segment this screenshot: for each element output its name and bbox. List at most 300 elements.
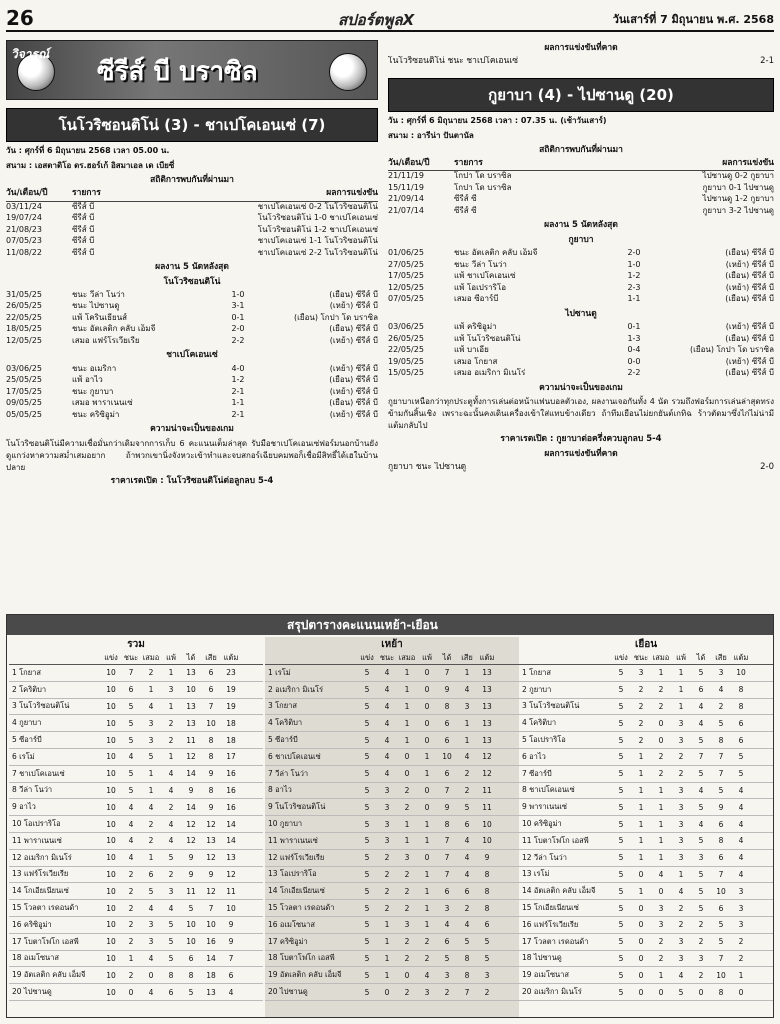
h2h-list	[388, 171, 774, 217]
stat-value: 4	[698, 819, 704, 829]
stat-value: 13	[482, 701, 492, 711]
stat-value: 3	[678, 802, 684, 812]
stat-value: 2	[424, 937, 430, 947]
standings-title: สรุปตารางคะแนนเหย้า-เยือน	[7, 615, 773, 635]
stat-value: 18	[226, 718, 236, 728]
prediction-row: กูยาบา ชนะ ไปซานดู 2-0	[388, 462, 774, 473]
stat-value: 2	[404, 987, 410, 997]
stat-value: 1	[424, 886, 430, 896]
form-date: 12/05/25	[6, 335, 42, 345]
stat-value: 4	[384, 668, 390, 678]
stat-value: 0	[638, 937, 644, 947]
standings-row	[519, 816, 773, 833]
stat-value: 2	[128, 869, 134, 879]
stat-value: 5	[698, 886, 704, 896]
stat-value: 12	[206, 819, 216, 829]
stat-value: 5	[738, 752, 744, 762]
form-date: 03/06/25	[388, 322, 424, 332]
team-name: 2 อเมริกา มิเนโร่	[268, 684, 324, 694]
stat-value: 5	[148, 886, 154, 896]
stat-value: 4	[148, 802, 154, 812]
stat-value: 7	[228, 953, 234, 963]
stat-value: 13	[482, 718, 492, 728]
stat-value: 1	[148, 685, 154, 695]
stat-value: 2	[148, 836, 154, 846]
header-col: แต้ม	[479, 652, 495, 662]
stat-value: 0	[404, 970, 410, 980]
stat-value: 5	[618, 785, 624, 795]
standings-row	[9, 967, 263, 984]
stat-value: 3	[484, 970, 490, 980]
stat-value: 5	[718, 937, 724, 947]
standings-row	[519, 749, 773, 766]
h2h-row	[6, 213, 378, 225]
stat-value: 8	[484, 903, 490, 913]
stat-value: 1	[148, 785, 154, 795]
stat-value: 2	[698, 970, 704, 980]
form-score: 0-0	[627, 356, 641, 366]
stat-value: 1	[678, 701, 684, 711]
form-row	[388, 294, 774, 306]
stat-value: 3	[404, 853, 410, 863]
team-name: 11 โบตาโฟโก เอสพี	[522, 835, 589, 845]
stat-value: 8	[484, 869, 490, 879]
stat-value: 4	[464, 853, 470, 863]
stat-value: 10	[716, 886, 726, 896]
stat-value: 10	[106, 769, 116, 779]
stat-value: 9	[444, 685, 450, 695]
team-name: 9 พาราเนนเซ่	[522, 802, 568, 812]
stat-value: 6	[444, 937, 450, 947]
team2-form-list	[6, 364, 378, 422]
stat-value: 2	[128, 920, 134, 930]
match-title: กูยาบา (4) - ไปซานดู (20)	[388, 78, 774, 112]
stat-value: 8	[444, 819, 450, 829]
stat-value: 2	[678, 752, 684, 762]
stat-value: 5	[364, 769, 370, 779]
stat-value: 2	[698, 920, 704, 930]
stat-value: 3	[384, 819, 390, 829]
stat-value: 11	[186, 886, 196, 896]
stat-value: 5	[618, 819, 624, 829]
team-name: 3 โกยาส	[268, 701, 297, 711]
stat-value: 6	[738, 718, 744, 728]
h2h-header: วัน/เดือน/ปี รายการ ผลการแข่งขัน	[388, 158, 774, 171]
opening-rate: ราคาเรตเปิด : โนโวริซอนติโน่ต่อลูกลบ 5-4	[110, 475, 274, 486]
prediction-title: ผลการแข่งขันที่คาด	[544, 43, 618, 53]
stat-value: 0	[638, 987, 644, 997]
standings-row	[265, 984, 519, 1001]
team-name: 6 ชาเปโคเอนเซ่	[268, 751, 321, 761]
stat-value: 5	[364, 752, 370, 762]
stat-value: 1	[424, 819, 430, 829]
form-score: 3-1	[231, 301, 245, 311]
standings-row	[519, 934, 773, 951]
stat-value: 1	[424, 836, 430, 846]
stat-value: 5	[698, 735, 704, 745]
form-row	[388, 248, 774, 260]
stat-value: 13	[482, 668, 492, 678]
stat-value: 5	[364, 903, 370, 913]
standings-row	[265, 900, 519, 917]
stat-value: 12	[482, 752, 492, 762]
stat-value: 0	[658, 987, 664, 997]
stat-value: 9	[718, 802, 724, 812]
stat-value: 18	[206, 970, 216, 980]
stat-value: 14	[186, 802, 196, 812]
stat-value: 2	[484, 987, 490, 997]
form-venue: (เยือน) ซีรีส์ บี	[329, 375, 378, 385]
h2h-competition: ซีรีส์ บี	[72, 236, 95, 246]
stat-value: 9	[228, 937, 234, 947]
header-col: เสีย	[461, 652, 473, 662]
form-match: เสมอ พาราเนนเซ่	[72, 398, 133, 408]
form-row	[6, 375, 378, 387]
stat-value: 4	[424, 970, 430, 980]
stat-value: 7	[718, 953, 724, 963]
stat-value: 0	[148, 970, 154, 980]
form-match: แพ้ โนโวริซอนติโน่	[454, 333, 521, 343]
h2h-competition: โกปา โด บราซิล	[454, 182, 512, 192]
h2h-competition: ซีรีส์ ซี	[454, 194, 477, 204]
stat-value: 10	[106, 701, 116, 711]
stat-value: 3	[444, 903, 450, 913]
h2h-date: 19/07/24	[6, 213, 42, 223]
team-name: 10 คริซิอูม่า	[522, 819, 562, 829]
stat-value: 0	[424, 718, 430, 728]
stat-value: 5	[484, 937, 490, 947]
stat-value: 5	[618, 685, 624, 695]
team-name: 19 อัตเลติก คลับ เอ็มจี	[12, 970, 86, 980]
standings-row	[265, 783, 519, 800]
team-name: 14 โกเอียเนียนเซ่	[12, 886, 69, 896]
stat-value: 4	[738, 869, 744, 879]
stat-value: 11	[482, 785, 492, 795]
stat-value: 23	[226, 668, 236, 678]
standings-row	[265, 699, 519, 716]
stat-value: 10	[226, 903, 236, 913]
stat-value: 2	[404, 869, 410, 879]
stat-value: 4	[384, 752, 390, 762]
stat-value: 16	[226, 769, 236, 779]
stat-value: 16	[226, 802, 236, 812]
form-venue: (เยือน) ซีรีส์ บี	[725, 294, 774, 304]
stat-value: 1	[404, 836, 410, 846]
h2h-row	[6, 225, 378, 237]
team-name: 12 วีล่า โนว่า	[522, 852, 567, 862]
stat-value: 5	[698, 802, 704, 812]
stat-value: 0	[384, 987, 390, 997]
team-name: 19 อเมโซนาส	[522, 970, 569, 980]
stat-value: 5	[128, 735, 134, 745]
standings-row	[519, 883, 773, 900]
stat-value: 1	[404, 668, 410, 678]
form-date: 05/05/25	[6, 409, 42, 419]
stat-value: 2	[168, 869, 174, 879]
form-date: 15/05/25	[388, 368, 424, 378]
form-score: 2-0	[231, 324, 245, 334]
stat-value: 5	[618, 937, 624, 947]
right-column	[388, 40, 774, 474]
stat-value: 3	[148, 735, 154, 745]
stat-value: 0	[638, 903, 644, 913]
standings-row	[519, 850, 773, 867]
stat-value: 6	[464, 819, 470, 829]
form-score: 0-1	[627, 322, 641, 332]
team-name: 16 คริซิอูม่า	[12, 919, 52, 929]
h2h-title: สถิติการพบกันที่ผ่านมา	[150, 174, 234, 185]
standings-row	[519, 984, 773, 1001]
stat-value: 9	[188, 869, 194, 879]
stat-value: 5	[364, 869, 370, 879]
stat-value: 7	[128, 668, 134, 678]
stat-value: 7	[444, 853, 450, 863]
standings-row	[519, 951, 773, 968]
stat-value: 5	[698, 903, 704, 913]
stat-value: 6	[444, 735, 450, 745]
stat-value: 2	[148, 819, 154, 829]
form-score: 1-3	[627, 333, 641, 343]
team-name: 13 แฟร์โรเวียเรีย	[12, 869, 69, 879]
team-name: 5 ซีอาร์บี	[12, 735, 42, 745]
standings-row	[9, 783, 263, 800]
header-col: แพ้	[676, 652, 686, 662]
standings-row	[519, 783, 773, 800]
team-name: 4 โคริติบา	[268, 718, 303, 728]
stat-value: 9	[188, 785, 194, 795]
h2h-competition: ซีรีส์ บี	[72, 201, 95, 211]
stat-value: 3	[698, 853, 704, 863]
stat-value: 2	[128, 903, 134, 913]
header-col: แข่ง	[614, 652, 628, 662]
stat-value: 19	[226, 685, 236, 695]
stat-value: 4	[464, 752, 470, 762]
form-date: 18/05/25	[6, 324, 42, 334]
stat-value: 1	[638, 886, 644, 896]
stat-value: 12	[482, 769, 492, 779]
stat-value: 3	[168, 685, 174, 695]
stat-value: 0	[638, 970, 644, 980]
stat-value: 3	[678, 953, 684, 963]
stat-value: 12	[206, 886, 216, 896]
team-name: 8 อาไว	[268, 785, 292, 795]
stat-value: 6	[484, 920, 490, 930]
stat-value: 0	[658, 718, 664, 728]
stat-value: 5	[364, 718, 370, 728]
match-stadium: สนาม : เอสตาดิโอ ดร.ฮอร์เก้ อิสมาเอล เด เบียซี่	[6, 160, 175, 170]
form-date: 17/05/25	[388, 271, 424, 281]
form-score: 4-0	[231, 363, 245, 373]
stat-value: 0	[424, 685, 430, 695]
stat-value: 5	[618, 701, 624, 711]
stat-value: 3	[678, 853, 684, 863]
stat-value: 0	[424, 701, 430, 711]
header-col: แข่ง	[104, 652, 118, 662]
standings-row	[519, 833, 773, 850]
stat-value: 10	[106, 668, 116, 678]
form-row	[388, 260, 774, 272]
prediction-row: โนโวริซอนติโน่ ชนะ ชาเปโคเอนเซ่ 2-1	[388, 56, 774, 67]
stat-value: 7	[208, 701, 214, 711]
stat-value: 4	[464, 920, 470, 930]
stat-value: 2	[404, 785, 410, 795]
stat-value: 5	[618, 886, 624, 896]
form-row	[6, 313, 378, 325]
standings-overall	[9, 637, 263, 1017]
stat-value: 2	[658, 701, 664, 711]
stat-value: 2	[658, 769, 664, 779]
stat-value: 4	[168, 903, 174, 913]
stat-value: 1	[738, 970, 744, 980]
prediction-title: ผลการแข่งขันที่คาด	[544, 448, 618, 459]
standings-row	[9, 934, 263, 951]
stat-value: 7	[208, 903, 214, 913]
standings-row	[265, 883, 519, 900]
stat-value: 6	[168, 987, 174, 997]
stat-value: 3	[698, 953, 704, 963]
stat-value: 10	[716, 970, 726, 980]
team-name: 20 ไปซานดู	[12, 987, 52, 997]
stat-value: 5	[364, 836, 370, 846]
issue-date: วันเสาร์ที่ 7 มิถุนายน พ.ศ. 2568	[612, 13, 774, 26]
stat-value: 4	[168, 785, 174, 795]
stat-value: 16	[226, 785, 236, 795]
stat-value: 9	[228, 920, 234, 930]
stat-value: 5	[188, 987, 194, 997]
stat-value: 3	[384, 802, 390, 812]
standings-row	[265, 682, 519, 699]
football-icon	[329, 53, 367, 91]
stat-value: 5	[618, 735, 624, 745]
stat-value: 5	[464, 937, 470, 947]
stat-value: 8	[208, 785, 214, 795]
stat-value: 4	[464, 685, 470, 695]
stat-value: 2	[678, 769, 684, 779]
standings-row	[9, 867, 263, 884]
stat-value: 8	[444, 701, 450, 711]
stat-value: 2	[148, 668, 154, 678]
team-name: 20 อเมริกา มิเนโร่	[522, 987, 582, 997]
stat-value: 16	[206, 937, 216, 947]
standings-row	[9, 749, 263, 766]
form-title: ผลงาน 5 นัดหลังสุด	[155, 262, 229, 273]
stat-value: 2	[678, 920, 684, 930]
analysis-title: ความน่าจะเป็นของเกม	[539, 382, 623, 393]
stat-value: 4	[148, 987, 154, 997]
stat-value: 5	[698, 668, 704, 678]
h2h-competition: ซีรีส์ บี	[72, 247, 95, 257]
team-name: 4 โคริติบา	[522, 718, 557, 728]
stat-value: 12	[186, 836, 196, 846]
stat-value: 18	[226, 735, 236, 745]
stat-value: 1	[658, 802, 664, 812]
stat-value: 0	[738, 987, 744, 997]
stat-value: 1	[638, 819, 644, 829]
stat-value: 5	[188, 903, 194, 913]
stat-value: 5	[484, 953, 490, 963]
standings-row	[265, 665, 519, 682]
stat-value: 6	[444, 769, 450, 779]
league-banner	[6, 40, 378, 100]
team-name: 13 โอเปราริโอ	[268, 869, 317, 879]
stat-value: 5	[738, 769, 744, 779]
stat-value: 1	[464, 718, 470, 728]
stat-value: 2	[638, 718, 644, 728]
stat-value: 2	[384, 903, 390, 913]
form-score: 0-1	[231, 312, 245, 322]
h2h-result: ไปซานดู 1-2 กูยาบา	[702, 194, 774, 204]
form-date: 26/05/25	[388, 333, 424, 343]
form-match: ชนะ ไปซานดู	[72, 301, 120, 311]
stat-value: 6	[444, 718, 450, 728]
stat-value: 5	[444, 953, 450, 963]
header-col: ได้	[442, 652, 452, 662]
stat-value: 2	[638, 685, 644, 695]
form-score: 2-1	[231, 409, 245, 419]
form-venue: (เยือน) ซีรีส์ บี	[725, 271, 774, 281]
stat-value: 4	[444, 920, 450, 930]
standings-row	[9, 665, 263, 682]
stat-value: 4	[128, 752, 134, 762]
stat-value: 8	[464, 953, 470, 963]
stat-value: 3	[464, 701, 470, 711]
h2h-result: ชาเปโคเอนเซ่ 0-2 โนโวริซอนติโน่	[257, 201, 378, 211]
stat-value: 0	[698, 987, 704, 997]
stat-value: 2	[424, 953, 430, 963]
stat-value: 1	[148, 853, 154, 863]
stat-value: 2	[464, 785, 470, 795]
standings-header	[9, 651, 263, 665]
stat-value: 8	[464, 970, 470, 980]
header-col: แต้ม	[223, 652, 239, 662]
stat-value: 10	[106, 937, 116, 947]
stat-value: 0	[404, 769, 410, 779]
stat-value: 3	[148, 920, 154, 930]
stat-value: 4	[148, 953, 154, 963]
stat-value: 10	[442, 752, 452, 762]
standings-row	[265, 732, 519, 749]
stat-value: 9	[208, 769, 214, 779]
stat-value: 10	[186, 920, 196, 930]
stat-value: 10	[206, 920, 216, 930]
form-score: 1-0	[627, 259, 641, 269]
h2h-result: โนโวริซอนติโน่ 1-0 ชาเปโคเอนเซ่	[257, 213, 378, 223]
stat-value: 6	[228, 970, 234, 980]
stat-value: 13	[206, 987, 216, 997]
form-match: เสมอ ซีอาร์บี	[454, 294, 499, 304]
form-venue: (เยือน) โกปา โด บราซิล	[690, 345, 774, 355]
stat-value: 14	[206, 953, 216, 963]
stat-value: 10	[482, 836, 492, 846]
stat-value: 5	[618, 970, 624, 980]
form-venue: (เหย้า) ซีรีส์ บี	[329, 409, 378, 419]
stat-value: 10	[206, 718, 216, 728]
team-name: 10 กูยาบา	[268, 819, 303, 829]
header-col: ชนะ	[633, 652, 649, 662]
standings-section-title: เยือน	[634, 639, 658, 650]
stat-value: 0	[638, 869, 644, 879]
standings-row	[519, 799, 773, 816]
form-match: ชนะ อเมริกา	[72, 363, 117, 373]
analysis-title: ความน่าจะเป็นของเกม	[150, 424, 234, 435]
stat-value: 5	[364, 886, 370, 896]
standings-row	[265, 917, 519, 934]
form-row	[6, 290, 378, 302]
stat-value: 0	[424, 853, 430, 863]
standings-header	[265, 651, 519, 665]
stat-value: 5	[364, 987, 370, 997]
stat-value: 0	[638, 920, 644, 930]
